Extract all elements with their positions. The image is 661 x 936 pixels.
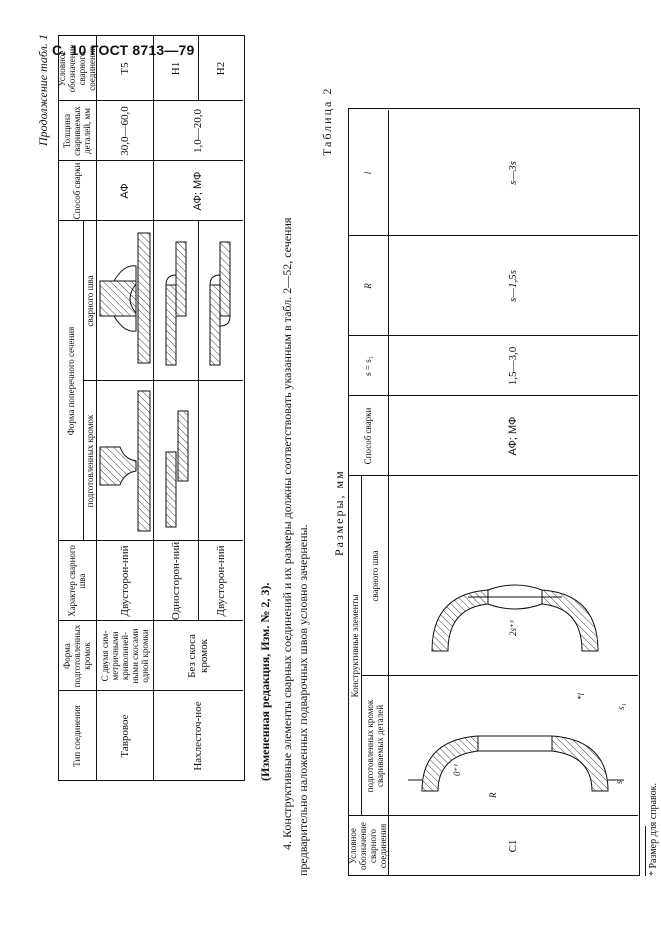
continuation-label: Продолжение табл. 1 [36,34,50,146]
t2-th-structural: Конструктивные элементы [349,594,360,698]
row2-weld-character: Односторон-ний [169,541,182,621]
label-s1: s₁ [616,703,626,710]
table-1 [58,35,245,781]
h1-edges-drawing [166,411,188,527]
row2-edge-form: Без скоса кромок [186,634,210,678]
c1-edges-drawing [408,736,624,791]
t2-row-method: АФ; МФ [507,416,519,456]
row1-thickness: 30,0—60,0 [118,106,131,156]
t5-edges-drawing [100,391,150,531]
row2-method: АФ; МФ [192,171,204,211]
t2-row-R: s—1,5s [507,269,519,303]
row1-method: АФ [118,183,131,199]
h1-weld-drawing [166,242,186,365]
row2-joint-type: Нахлесточ-ное [192,701,204,771]
th-edge-form: Форма подготовленных кромок [62,624,92,688]
t2-row-l: s—3s [507,161,519,185]
row1-weld-character: Двусторон-ний [118,545,131,617]
label-gap: 0⁺¹ [452,764,462,776]
table2-drawings [348,108,640,876]
t2-row-designation: С1 [507,839,519,853]
th-joint-type: Тип соединения [72,705,82,767]
th-method: Способ сварки [72,162,82,220]
table2-title: Таблица 2 [320,86,334,156]
th-cross-section: Форма поперечного сечения [65,326,76,436]
row2-thickness: 1,0—20,0 [192,109,204,153]
th-weld: сварного шва [84,275,95,327]
row3-weld-character: Двусторон-ний [214,545,227,617]
h2-weld-drawing [210,242,230,365]
t2-th-method: Способ сварки [363,407,373,465]
t2-th-s: s = s₁ [363,356,373,376]
edition-note: (Измененная редакция, Изм. № 2, 3). [258,582,272,781]
label-weld-width: 2s⁺³ [508,620,518,636]
t2-th-l: l [363,171,373,175]
th-weld-character: Характер сварного шва [67,545,87,617]
page-header: С. 10 ГОСТ 8713—79 [52,42,195,58]
t2-th-prepared-edges: подготовленных кромок свариваемых деталей [364,699,385,793]
footnote-rule [645,826,646,876]
t2-th-R: R [363,283,373,289]
th-designation: Условное обозначение сварного соединения [57,44,97,93]
label-R: R [488,792,498,798]
row1-joint-type: Тавровое [118,714,131,758]
t2-th-designation: Условное обозначение сварного соединения [348,822,388,870]
footnote: * Размер для справок. [648,783,659,876]
row3-designation: Н2 [214,61,227,76]
table-2 [348,108,640,876]
c1-weld-drawing [432,585,598,651]
th-thickness: Толщина свариваемых деталей, мм [62,106,92,156]
paragraph-line-2: предварительно наложенных подварочных швов условно зачернены. [296,524,310,876]
row2-designation: Н1 [169,61,182,76]
t2-th-weld: сварного шва [369,550,380,602]
row1-designation: Т5 [118,62,131,75]
th-prepared-edges: подготовленных кромок [84,414,95,508]
table1-drawings [58,35,245,781]
label-s: s [614,780,624,784]
label-l: *l [576,692,586,700]
t2-row-s: 1,5—3,0 [507,346,519,386]
table2-caption: Размеры, мм [332,469,346,556]
paragraph-line-1: 4. Конструктивные элементы сварных соединений и их размеры должны соответствовать указанным в табл. 2—52, сечения [280,217,294,850]
row1-edge-form: С двумя сим-метричными криволиней-ными скосами одной кромки [99,628,150,684]
t5-weld-drawing [100,233,150,363]
